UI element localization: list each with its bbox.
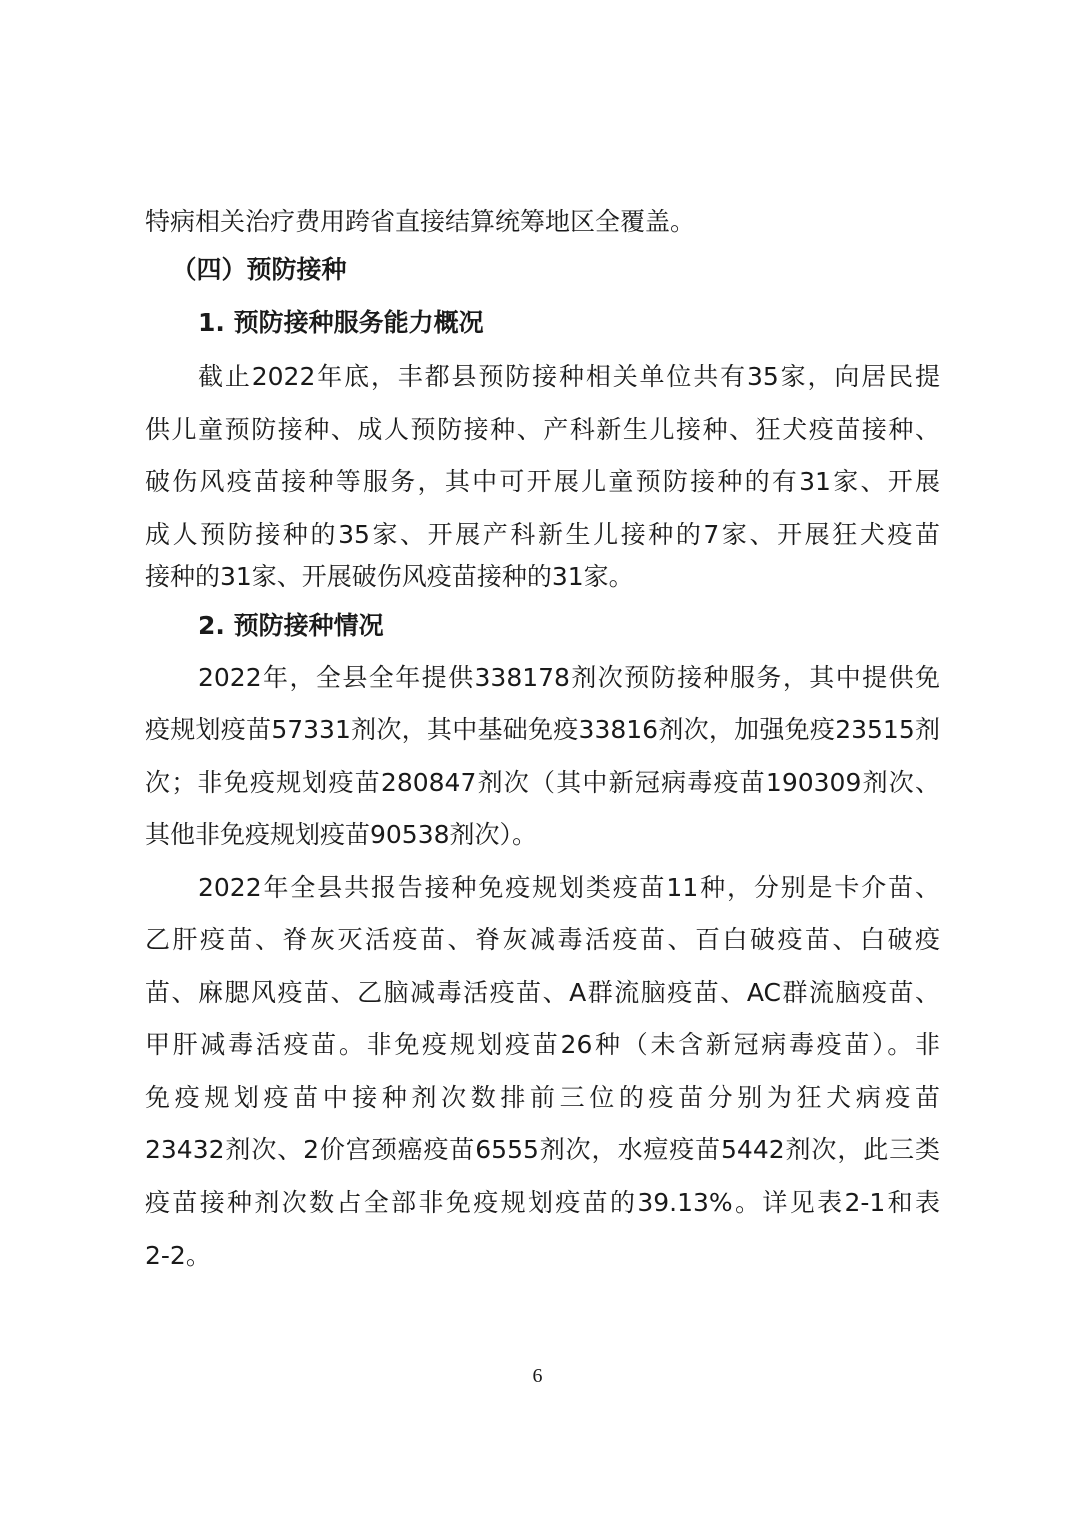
paragraph-line: 成人预防接种的35家、开展产科新生儿接种的7家、开展狂犬疫苗 xyxy=(145,520,940,549)
paragraph-line: 2-2。 xyxy=(145,1241,211,1270)
paragraph-line: 次；非免疫规划疫苗280847剂次（其中新冠病毒疫苗190309剂次、 xyxy=(145,768,940,797)
paragraph-line: 特病相关治疗费用跨省直接结算统筹地区全覆盖。 xyxy=(145,207,696,236)
paragraph-line: 2022年全县共报告接种免疫规划类疫苗11种，分别是卡介苗、 xyxy=(198,873,940,902)
paragraph-line: 23432剂次、2价宫颈癌疫苗6555剂次，水痘疫苗5442剂次，此三类 xyxy=(145,1135,940,1164)
paragraph-line: 甲肝减毒活疫苗。非免疫规划疫苗26种（未含新冠病毒疫苗）。非 xyxy=(145,1030,940,1059)
paragraph-line: 截止2022年底，丰都县预防接种相关单位共有35家，向居民提 xyxy=(198,362,940,391)
paragraph-line: 乙肝疫苗、脊灰灭活疫苗、脊灰减毒活疫苗、百白破疫苗、白破疫 xyxy=(145,925,940,954)
paragraph-line: 疫苗接种剂次数占全部非免疫规划疫苗的39.13%。详见表2-1和表 xyxy=(145,1188,940,1217)
paragraph-line: 免疫规划疫苗中接种剂次数排前三位的疫苗分别为狂犬病疫苗 xyxy=(145,1083,940,1112)
paragraph-line: 破伤风疫苗接种等服务，其中可开展儿童预防接种的有31家、开展 xyxy=(145,467,940,496)
paragraph-line: 供儿童预防接种、成人预防接种、产科新生儿接种、狂犬疫苗接种、 xyxy=(145,415,940,444)
page-number: 6 xyxy=(532,1365,543,1387)
section-heading: 1. 预防接种服务能力概况 xyxy=(198,308,484,337)
paragraph-line: 接种的31家、开展破伤风疫苗接种的31家。 xyxy=(145,562,634,591)
paragraph-line: 2022年，全县全年提供338178剂次预防接种服务，其中提供免 xyxy=(198,663,940,692)
paragraph-line: 其他非免疫规划疫苗90538剂次）。 xyxy=(145,820,538,849)
paragraph-line: 疫规划疫苗57331剂次，其中基础免疫33816剂次，加强免疫23515剂 xyxy=(145,715,940,744)
section-heading: （四）预防接种 xyxy=(171,255,347,284)
section-heading: 2. 预防接种情况 xyxy=(198,611,384,640)
paragraph-line: 苗、麻腮风疫苗、乙脑减毒活疫苗、A群流脑疫苗、AC群流脑疫苗、 xyxy=(145,978,940,1007)
